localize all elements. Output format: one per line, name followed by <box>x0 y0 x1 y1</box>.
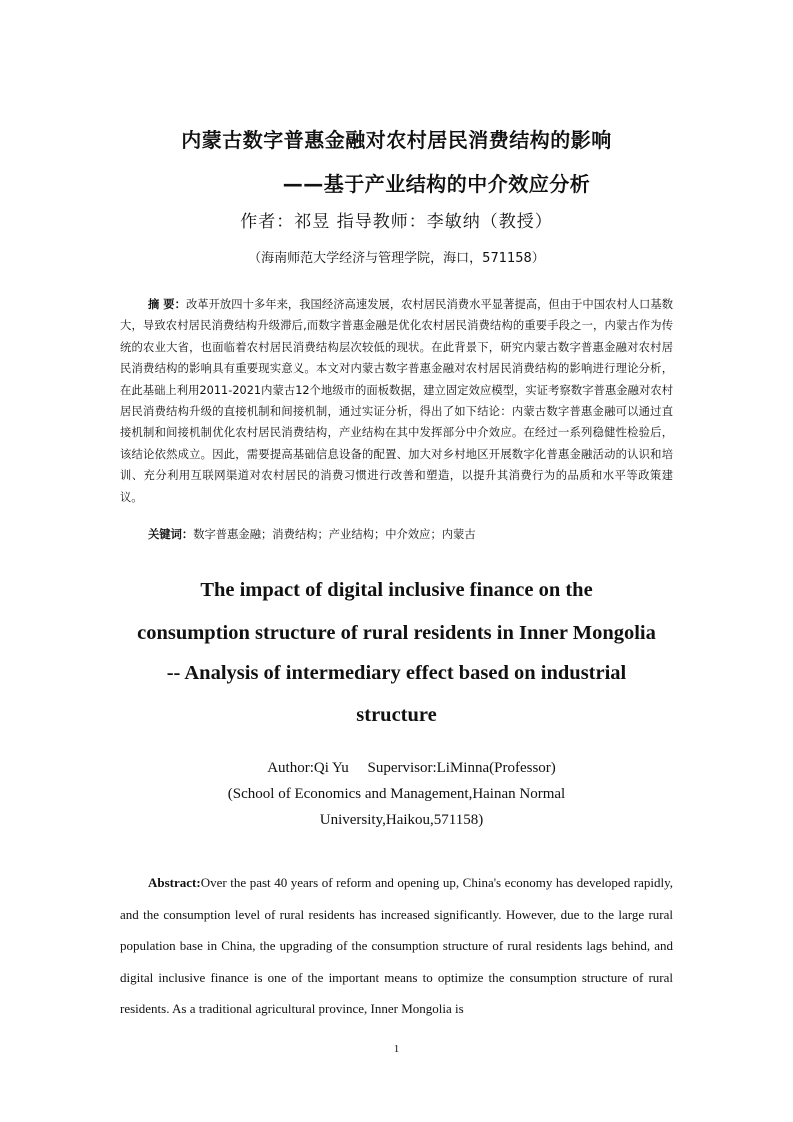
abstract-cn <box>120 294 673 508</box>
title-en-line4: structure <box>356 704 437 726</box>
abstract-cn-text: 改革开放四十多年来，我国经济高速发展，农村居民消费水平显著提高，但由于中国农村人口基数大，导致农村居民消费结构升级滞后,而数字普惠金融是优化农村居民消费结构的重要手段之一，内蒙古作为传统的农业大省，也面临着农村居民消费结构层次较低的现状。在此背景下，研究内蒙古数字普惠金融对农村居民消费结构的影响具有重要现实意义。本文对内蒙古数字普惠金融对农村居民消费结构的影响进行理论分析，在此基础上利用2011-2021内蒙古12个地级市的面板数据，建立固定效应模型，实证考察数字普惠金融对农村居民消费结构升级的直接机制和间接机制，通过实证分析，得出了如下结论：内蒙古数字普惠金融可以通过直接机制和间接机制优化农村居民消费结构，产业结构在其中发挥部分中介效应。在经过一系列稳健性检验后，该结论依然成立。因此，需要提高基础信息设备的配置、加大对乡村地区开展数字化普惠金融活动的认识和培训、充分利用互联网渠道对农村居民的消费习惯进行改善和塑造，以提升其消费行为的品质和水平等政策建议。 <box>120 298 673 504</box>
title-en-line2: consumption structure of rural residents in Inner Mongolia <box>137 622 656 644</box>
abstract-en-label: Abstract: <box>148 875 201 890</box>
author-en-text: Author:Qi Yu Supervisor:LiMinna(Professor) <box>267 760 556 776</box>
abstract-cn-label: 摘 要： <box>148 298 186 311</box>
affiliation-en-line2: University,Haikou,571158) <box>319 812 484 828</box>
title-cn-subtitle: ——基于产业结构的中介效应分析 <box>282 172 591 196</box>
title-en-line1: The impact of digital inclusive finance on the <box>200 579 593 601</box>
page-number: 1 <box>393 1043 400 1055</box>
affiliation-en-line1: (School of Economics and Management,Hainan Normal <box>227 786 566 802</box>
abstract-en-text: Over the past 40 years of reform and opening up, China's economy has developed rapidly, and the consumption level of rural residents has increased significantly. However, due to the large rural population base in China, the upgrading of the consumption structure of rural residents lags behind, and digital inclusive finance is one of the important means to optimize the consumption structure of rural residents. As a traditional agricultural province, Inner Mongolia is <box>120 875 673 1016</box>
affiliation-cn: （海南师范大学经济与管理学院，海口，571158） <box>248 251 545 266</box>
title-cn-main: 内蒙古数字普惠金融对农村居民消费结构的影响 <box>181 128 612 152</box>
title-en-line3: -- Analysis of intermediary effect based on industrial <box>166 662 627 684</box>
abstract-en <box>120 867 673 1025</box>
author-en <box>0 760 793 777</box>
keywords-cn-text: 数字普惠金融；消费结构；产业结构；中介效应；内蒙古 <box>193 528 476 541</box>
keywords-cn <box>148 526 673 542</box>
author-cn: 作者：祁昱 指导教师：李敏纳（教授） <box>240 212 553 232</box>
keywords-cn-label: 关键词： <box>148 528 194 541</box>
